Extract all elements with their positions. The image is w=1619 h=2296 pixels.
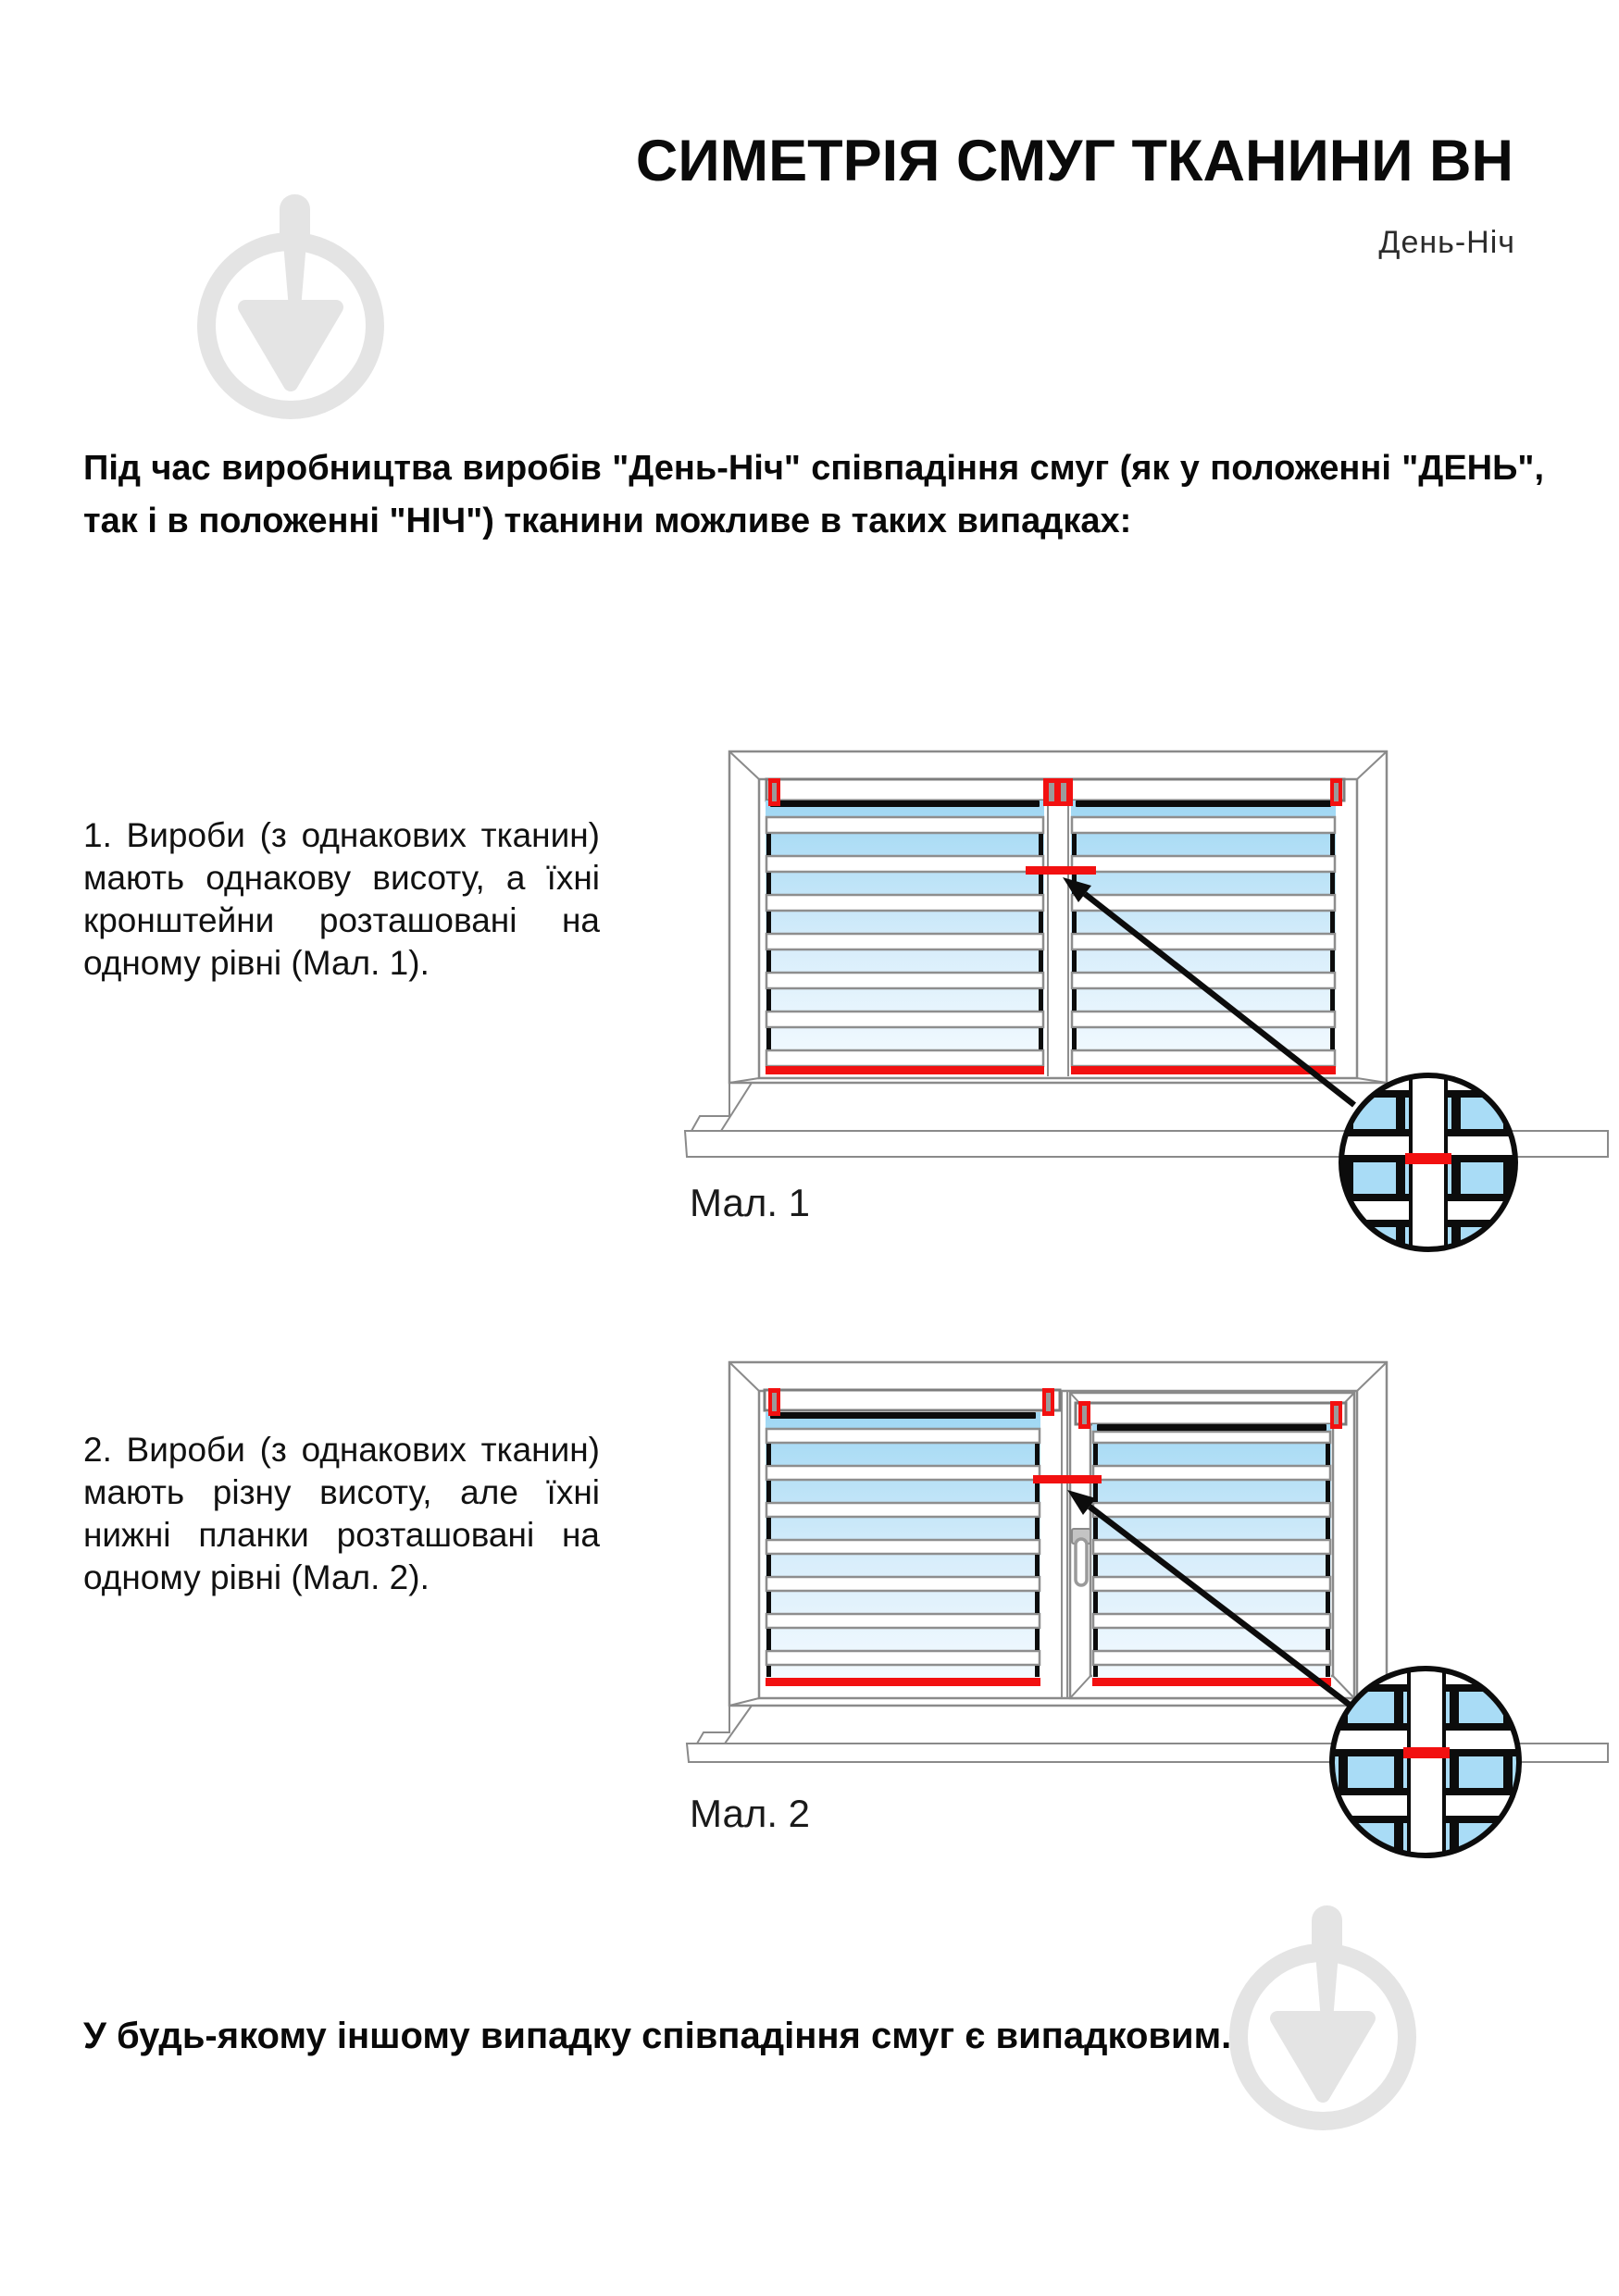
- figure-2-caption: Мал. 2: [690, 1792, 811, 1835]
- item-2-paragraph: [83, 1429, 600, 1599]
- item-line: нижні планки розташовані на: [83, 1516, 600, 1554]
- item-line: мають однакову висоту, а їхні: [83, 859, 600, 897]
- logo-handle-neck: [283, 242, 306, 309]
- figure-1-caption: Мал. 1: [690, 1181, 811, 1224]
- intro-paragraph: [83, 442, 1544, 548]
- item-line: 2. Вироби (з однакових тканин): [83, 1431, 600, 1469]
- item-line: мають різну висоту, але їхні: [83, 1473, 600, 1511]
- logo-handle-neck: [1315, 1954, 1339, 2020]
- roller-blind: [1071, 800, 1336, 1074]
- footer-note: У будь-якому іншому випадку співпадіння смуг є випадковим.: [83, 2016, 1232, 2056]
- item-line: одному рівні (Мал. 2).: [83, 1558, 430, 1596]
- item-line: одному рівні (Мал. 1).: [83, 944, 430, 982]
- page-subtitle: День-Ніч: [1378, 225, 1515, 260]
- page-title: СИМЕТРІЯ СМУГ ТКАНИНИ ВН: [635, 129, 1513, 193]
- item-line: кронштейни розташовані на: [83, 901, 600, 939]
- logo-trowel-blade: [245, 307, 336, 384]
- roller-blind: [1092, 1424, 1331, 1686]
- roller-blind: [766, 1412, 1040, 1686]
- window-handle: [1072, 1529, 1090, 1585]
- intro-line: так і в положенні "НІЧ") тканини можливе в таких випадках:: [83, 502, 1132, 540]
- item-line: 1. Вироби (з однакових тканин): [83, 816, 600, 854]
- roller-blind: [766, 800, 1044, 1074]
- intro-line: Під час виробництва виробів "День-Ніч" співпадіння смуг (як у положенні "ДЕНЬ",: [83, 449, 1544, 488]
- trowel-logo-watermark-top: [171, 176, 421, 453]
- item-1-paragraph: [83, 814, 600, 985]
